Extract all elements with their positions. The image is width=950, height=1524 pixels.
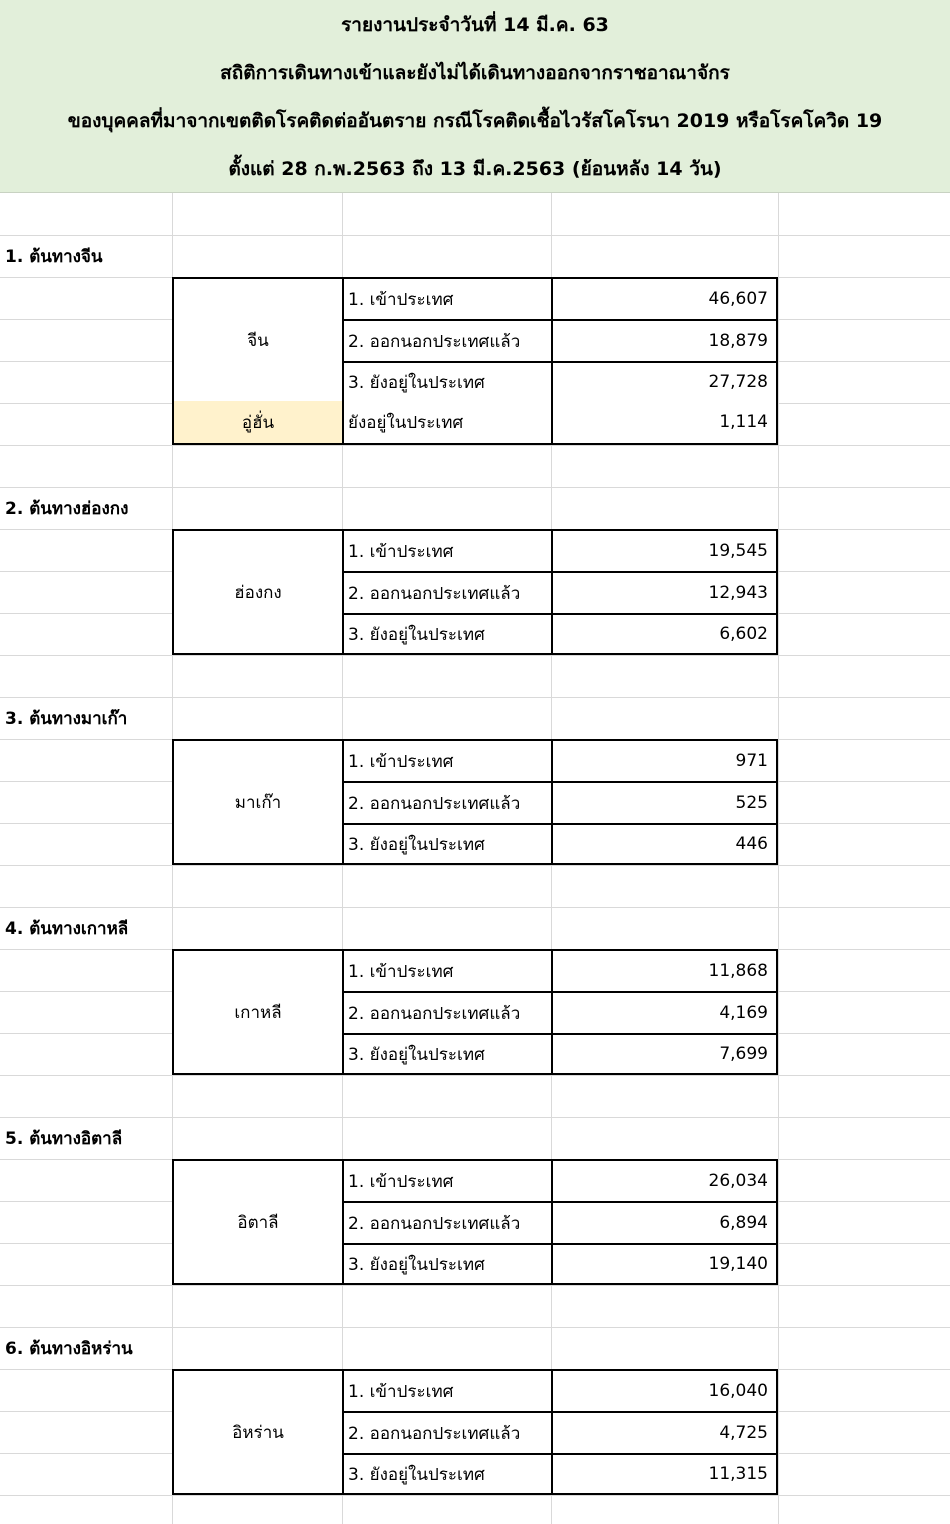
gridline-horizontal: [0, 1495, 950, 1496]
section-title: 2. ต้นทางฮ่องกง: [5, 498, 129, 519]
section-title: 6. ต้นทางอิหร่าน: [5, 1338, 133, 1359]
row-label: 3. ยังอยู่ในประเทศ: [342, 1453, 551, 1495]
gridline-vertical: [778, 193, 779, 1524]
row-value: 19,140: [551, 1243, 778, 1285]
row-label: 3. ยังอยู่ในประเทศ: [342, 1033, 551, 1075]
country-name: อิตาลี: [172, 1159, 342, 1285]
country-name: อิหร่าน: [172, 1369, 342, 1495]
city-name-wuhan: อู่ฮั่น: [172, 401, 342, 445]
report-date-title: รายงานประจำวันที่ 14 มี.ค. 63: [341, 14, 609, 36]
report-header: [0, 0, 950, 193]
section-title: 5. ต้นทางอิตาลี: [5, 1128, 123, 1149]
gridline-horizontal: [0, 1285, 950, 1286]
row-value: 16,040: [551, 1369, 778, 1411]
country-name: มาเก๊า: [172, 739, 342, 865]
section-title: 1. ต้นทางจีน: [5, 246, 103, 267]
gridline-horizontal: [0, 655, 950, 656]
row-label: 1. เข้าประเทศ: [342, 739, 551, 781]
row-value: 27,728: [551, 361, 778, 403]
row-value: 18,879: [551, 319, 778, 361]
row-value: 446: [551, 823, 778, 865]
row-label: 1. เข้าประเทศ: [342, 1369, 551, 1411]
row-value: 1,114: [551, 401, 778, 445]
gridline-horizontal: [0, 865, 950, 866]
row-value: 11,315: [551, 1453, 778, 1495]
row-label: 2. ออกนอกประเทศแล้ว: [342, 991, 551, 1033]
report-period: ตั้งแต่ 28 ก.พ.2563 ถึง 13 มี.ค.2563 (ย้อนหลัง 14 วัน): [228, 158, 722, 180]
row-label: 1. เข้าประเทศ: [342, 529, 551, 571]
row-value: 11,868: [551, 949, 778, 991]
row-label: 3. ยังอยู่ในประเทศ: [342, 823, 551, 865]
row-value: 6,602: [551, 613, 778, 655]
country-name: จีน: [172, 277, 342, 403]
row-value: 26,034: [551, 1159, 778, 1201]
row-label: 3. ยังอยู่ในประเทศ: [342, 613, 551, 655]
row-value: 6,894: [551, 1201, 778, 1243]
gridline-horizontal: [0, 1075, 950, 1076]
row-value: 971: [551, 739, 778, 781]
row-value: 12,943: [551, 571, 778, 613]
country-name: เกาหลี: [172, 949, 342, 1075]
row-label: ยังอยู่ในประเทศ: [342, 401, 551, 445]
row-value: 4,725: [551, 1411, 778, 1453]
row-value: 46,607: [551, 277, 778, 319]
row-value: 7,699: [551, 1033, 778, 1075]
row-label: 1. เข้าประเทศ: [342, 949, 551, 991]
row-label: 2. ออกนอกประเทศแล้ว: [342, 1411, 551, 1453]
country-name: ฮ่องกง: [172, 529, 342, 655]
row-label: 1. เข้าประเทศ: [342, 277, 551, 319]
row-label: 2. ออกนอกประเทศแล้ว: [342, 319, 551, 361]
row-label: 3. ยังอยู่ในประเทศ: [342, 361, 551, 403]
report-scope: ของบุคคลที่มาจากเขตติดโรคติดต่ออันตราย กรณีโรคติดเชื้อไวรัสโคโรนา 2019 หรือโรคโควิด 19: [67, 110, 883, 132]
section-title: 3. ต้นทางมาเก๊า: [5, 708, 128, 729]
row-value: 525: [551, 781, 778, 823]
row-value: 19,545: [551, 529, 778, 571]
section-title: 4. ต้นทางเกาหลี: [5, 918, 129, 939]
row-label: 2. ออกนอกประเทศแล้ว: [342, 1201, 551, 1243]
row-label: 1. เข้าประเทศ: [342, 1159, 551, 1201]
gridline-horizontal: [0, 445, 950, 446]
row-label: 2. ออกนอกประเทศแล้ว: [342, 571, 551, 613]
report-subtitle: สถิติการเดินทางเข้าและยังไม่ได้เดินทางออกจากราชอาณาจักร: [220, 62, 730, 84]
row-label: 2. ออกนอกประเทศแล้ว: [342, 781, 551, 823]
row-label: 3. ยังอยู่ในประเทศ: [342, 1243, 551, 1285]
row-value: 4,169: [551, 991, 778, 1033]
